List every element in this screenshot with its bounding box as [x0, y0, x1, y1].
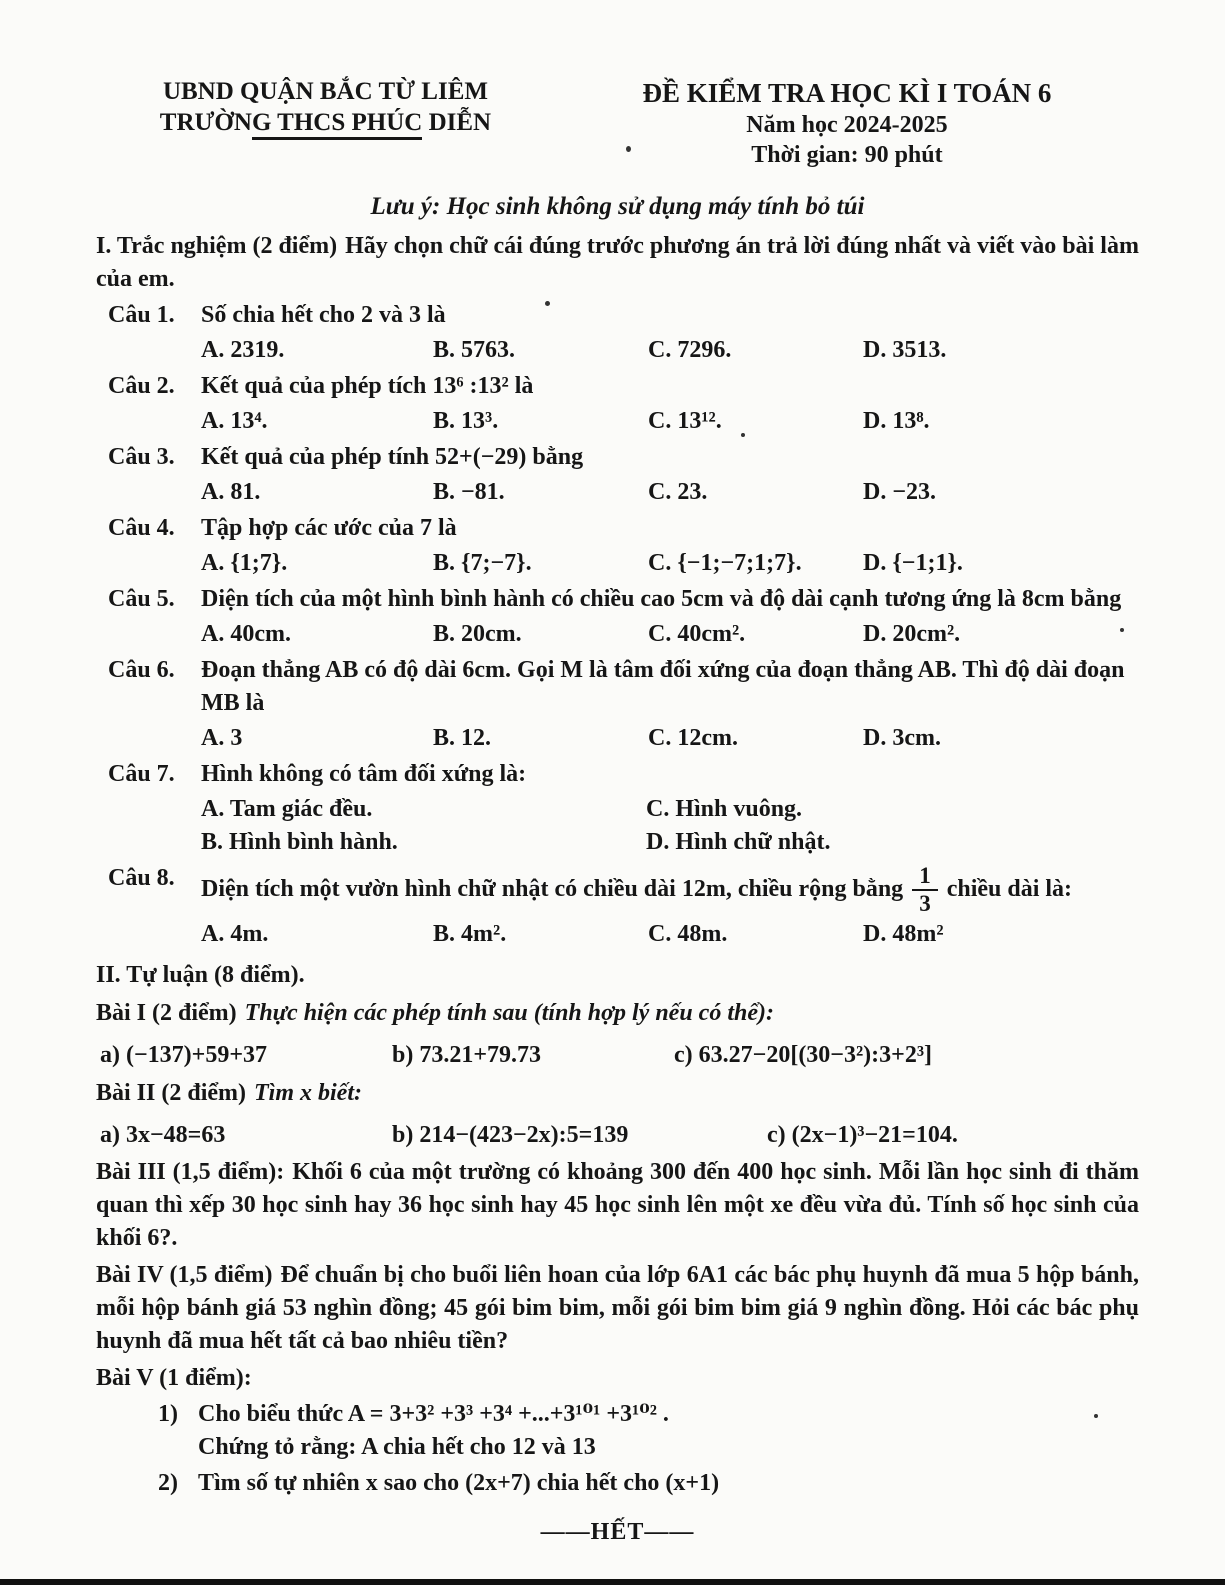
option-a: A. {1;7}. [201, 550, 288, 576]
scan-speck [626, 146, 631, 152]
option-a: A. 3 [201, 725, 243, 751]
question-7 [96, 758, 1139, 859]
option-d: D. 3513. [863, 337, 947, 363]
exam-title: ĐỀ KIỂM TRA HỌC KÌ I TOÁN 6 [642, 78, 1052, 108]
item-text: Tìm số tự nhiên x sao cho (2x+7) chia hết cho (x+1) [198, 1470, 720, 1497]
question-5 [96, 583, 1139, 651]
essay-2-heading [96, 1077, 1139, 1110]
option-a: A. Tam giác đều. [201, 796, 373, 822]
option-c: C. 12cm. [648, 725, 738, 751]
essay-3-text: Khối 6 của một trường có khoảng 300 đến 400 học sinh. Mỗi lần học sinh đi thăm quan thì xếp 30 học sinh hay 36 học sinh hay 45 học sinh lên một xe đều vừa đủ. Tính số học sinh của khối 6?. [96, 1159, 1139, 1252]
option-d: D. 48m² [863, 921, 944, 948]
essay-1-parts [100, 1039, 1139, 1072]
issuing-authority-block [96, 76, 555, 138]
question-text: Diện tích một vườn hình chữ nhật có chiều dài 12m, chiều rộng bằng $\frac{1}{3}$ chiều dài là: [201, 863, 1073, 917]
option-b: B. Hình bình hành. [201, 829, 398, 855]
scan-speck [1094, 1414, 1098, 1418]
option-d: D. 20cm². [863, 621, 961, 647]
question-1 [96, 299, 1139, 367]
fraction-one-third: $\frac{1}{3}$ [912, 864, 938, 916]
options-grid [201, 793, 1139, 859]
section-2-heading: II. Tự luận (8 điểm). [96, 962, 305, 989]
item-number: 1) [158, 1401, 178, 1428]
option-b: B. 12. [433, 725, 492, 751]
option-c: C. 13¹². [648, 408, 722, 434]
essay-3-label: Bài III (1,5 điểm): [96, 1159, 285, 1186]
option-d: D. {−1;1}. [863, 550, 963, 576]
question-8 [96, 862, 1139, 951]
exam-title-block [555, 76, 1139, 170]
question-label: Câu 2. [108, 373, 175, 399]
option-d: D. Hình chữ nhật. [646, 829, 831, 855]
section-1-instruction: Hãy chọn chữ cái đúng trước phương án trả lời đúng nhất và viết vào bài làm của em. [96, 233, 1139, 292]
question-text: Diện tích của một hình bình hành có chiều cao 5cm và độ dài cạnh tương ứng là 8cm bằng [201, 586, 1122, 612]
part-c: c) 63.27−20[(30−3²):3+2³] [674, 1042, 933, 1069]
question-body [201, 758, 1139, 859]
item-number: 2) [158, 1470, 178, 1497]
question-label: Câu 7. [108, 761, 175, 787]
question-2 [96, 370, 1139, 438]
option-a: A. 40cm. [201, 621, 291, 647]
essay-1-label: Bài I (2 điểm) [96, 1000, 237, 1027]
question-body [201, 654, 1139, 755]
options-row [201, 918, 1139, 951]
part-b: b) 73.21+79.73 [392, 1042, 542, 1069]
part-a: a) (−137)+59+37 [100, 1042, 268, 1069]
question-text: Đoạn thẳng AB có độ dài 6cm. Gọi M là tâm đối xứng của đoạn thẳng AB. Thì độ dài đoạn MB là [201, 657, 1125, 716]
school-year: Năm học 2024-2025 [746, 112, 948, 138]
question-label: Câu 1. [108, 302, 175, 328]
essay-4-text: Để chuẩn bị cho buổi liên hoan của lớp 6A1 các bác phụ huynh đã mua 5 hộp bánh, mỗi hộp bánh giá 53 nghìn đồng; 45 gói bim bim, mỗi gói bim bim giá 9 nghìn đồng. Hỏi các bác phụ huynh đã mua hết tất cả bao nhiêu tiền? [96, 1262, 1140, 1355]
scan-edge-bar [0, 1579, 1225, 1585]
option-a: A. 81. [201, 479, 261, 505]
question-4 [96, 512, 1139, 580]
essay-5-item-1 [158, 1398, 1139, 1431]
scan-speck [1120, 628, 1124, 632]
options-row [201, 618, 1139, 651]
question-body [201, 441, 1139, 509]
option-b: B. {7;−7}. [433, 550, 532, 576]
option-c: C. 23. [648, 479, 708, 505]
options-row [201, 547, 1139, 580]
option-b: B. −81. [433, 479, 505, 505]
essay-5-heading: Bài V (1 điểm): [96, 1365, 252, 1392]
option-c: C. 40cm². [648, 621, 746, 647]
option-b: B. 20cm. [433, 621, 522, 647]
question-text: Tập hợp các ước của 7 là [201, 515, 457, 541]
options-row [201, 722, 1139, 755]
school-name: TRƯỜNG THCS PHÚC DIỄN [96, 107, 555, 138]
option-d: D. −23. [863, 479, 937, 505]
section-1-label: I. Trắc nghiệm (2 điểm) [96, 233, 338, 259]
question-body [201, 512, 1139, 580]
option-b: B. 4m². [433, 921, 507, 948]
part-b: b) 214−(423−2x):5=139 [392, 1122, 629, 1149]
options-row [201, 334, 1139, 367]
essay-5-item-1-sub: Chứng tỏ rằng: A chia hết cho 12 và 13 [198, 1434, 596, 1461]
option-d: D. 3cm. [863, 725, 941, 751]
end-of-exam-mark: ——HẾT—— [540, 1519, 695, 1546]
question-body [201, 370, 1139, 438]
essay-1-heading [96, 997, 1139, 1030]
essay-3 [96, 1156, 1139, 1255]
part-c: c) (2x−1)³−21=104. [767, 1122, 958, 1149]
section-1-heading [96, 230, 1139, 296]
essay-2-label: Bài II (2 điểm) [96, 1080, 246, 1107]
item-text: Cho biểu thức A = 3+3² +3³ +3⁴ +...+3¹⁰¹ +3¹⁰² . [198, 1401, 669, 1428]
authority-name: UBND QUẬN BẮC TỪ LIÊM [162, 78, 488, 105]
essay-5-item-2 [158, 1467, 1139, 1500]
option-a: A. 13⁴. [201, 408, 268, 434]
options-row [201, 405, 1139, 438]
scan-speck [741, 433, 745, 437]
option-c: C. 7296. [648, 337, 732, 363]
essay-4 [96, 1259, 1139, 1358]
option-b: B. 5763. [433, 337, 516, 363]
question-body [201, 299, 1139, 367]
options-row [201, 476, 1139, 509]
exam-note: Lưu ý: Học sinh không sử dụng máy tính bỏ túi [370, 193, 865, 220]
option-a: A. 4m. [201, 921, 269, 948]
essay-2-instruction: Tìm x biết: [254, 1080, 362, 1107]
option-a: A. 2319. [201, 337, 285, 363]
part-a: a) 3x−48=63 [100, 1122, 226, 1149]
option-b: B. 13³. [433, 408, 499, 434]
option-d: D. 13⁸. [863, 408, 930, 434]
essay-1-instruction: Thực hiện các phép tính sau (tính hợp lý nếu có thể): [244, 1000, 774, 1027]
question-label: Câu 3. [108, 444, 175, 470]
question-3 [96, 441, 1139, 509]
exam-duration: Thời gian: 90 phút [751, 142, 943, 168]
option-c: C. 48m. [648, 921, 728, 948]
option-c: C. Hình vuông. [646, 796, 803, 822]
essay-4-label: Bài IV (1,5 điểm) [96, 1262, 273, 1289]
scan-speck [545, 301, 550, 306]
essay-2-parts [100, 1119, 1139, 1152]
question-label: Câu 4. [108, 515, 175, 541]
question-text: Hình không có tâm đối xứng là: [201, 761, 527, 787]
question-text: Số chia hết cho 2 và 3 là [201, 302, 446, 328]
question-label: Câu 6. [108, 657, 175, 683]
option-c: C. {−1;−7;1;7}. [648, 550, 802, 576]
question-text: Kết quả của phép tính 52+(−29) bằng [201, 444, 584, 470]
question-text: Kết quả của phép tích 13⁶ :13² là [201, 373, 534, 399]
question-label: Câu 8. [108, 865, 175, 891]
question-body [201, 583, 1139, 651]
question-6 [96, 654, 1139, 755]
question-body [201, 862, 1139, 951]
page-header [96, 76, 1139, 170]
question-label: Câu 5. [108, 586, 175, 612]
